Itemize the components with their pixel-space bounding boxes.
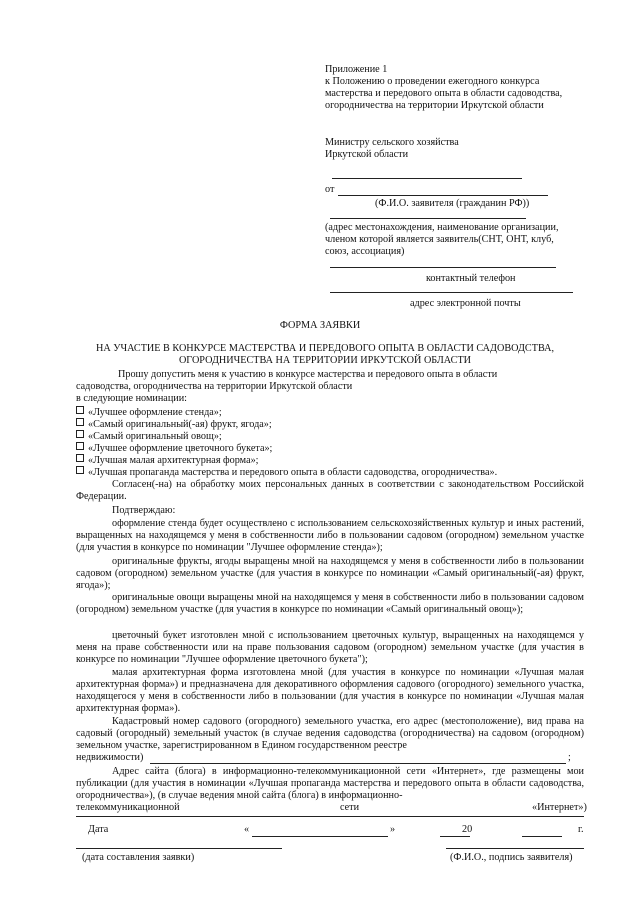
appendix-line-2: мастерства и передового опыта в области садоводства,	[325, 87, 563, 99]
website-paragraph: Адрес сайта (блога) в информационно-телекоммуникационной сети «Интернет», где размещены мои публикации (для участия в номинации «Лучшая пропаганда мастерства и передового опыта в области садоводства, огородничества»), (в случае ведения мной сайта (блога) в информационно-	[76, 766, 584, 801]
website-last-b: сети	[340, 802, 360, 813]
cadastral-paragraph: Кадастровый номер садового (огородного) земельного участка, его адрес (местоположение), вид права на садовый (огородный) земельный участок (в случае ведения садоводства (огородничества) на садовом (огородном) земельном участке, зарегистрированном в Едином государственном реестре	[76, 716, 584, 751]
checkbox-icon[interactable]	[76, 454, 84, 462]
website-last-a: телекоммуникационной	[76, 802, 180, 813]
applicant-name-line[interactable]	[338, 195, 548, 196]
intro-line-1: Прошу допустить меня к участию в конкурсе мастерства и передового опыта в области	[118, 369, 498, 380]
nomination-item[interactable]: «Лучшее оформление цветочного букета»;	[76, 442, 272, 455]
date-caption: (дата составления заявки)	[82, 852, 195, 863]
confirmation-bouquet: цветочный букет изготовлен мной с использованием цветочных культур, выращенных на находящемся у меня на праве собственности или на праве пользования садовом (огородном) земельном участке (для участия в конкурсе по номинации "Лучшее оформление цветочного букета");	[76, 630, 584, 665]
date-label: Дата	[88, 824, 109, 835]
intro-line-2: садоводства, огородничества на территории Иркутской области	[76, 381, 353, 392]
date-year-suffix: г.	[578, 824, 584, 835]
date-quote-close: »	[390, 824, 396, 835]
website-last-c: «Интернет»)	[532, 802, 587, 813]
consent-paragraph: Согласен(-на) на обработку моих персональных данных в соответствии с законодательством Российской Федерации.	[76, 479, 584, 502]
applicant-name-caption: (Ф.И.О. заявителя (гражданин РФ))	[375, 198, 530, 209]
confirmation-stand: оформление стенда будет осуществлено с использованием сельскохозяйственных культур и иных растений, выращенных на находящемся у меня в собственности либо в пользовании садовом (огородном) земельном участке (для участия в конкурсе по номинации "Лучшее оформление стенда»);	[76, 518, 584, 553]
nomination-item[interactable]: «Лучшая пропаганда мастерства и передового опыта в области садоводства, огородничества».	[76, 466, 497, 479]
checkbox-icon[interactable]	[76, 418, 84, 426]
nomination-item[interactable]: «Лучшее оформление стенда»;	[76, 406, 222, 419]
checkbox-icon[interactable]	[76, 442, 84, 450]
intro-line-3: в следующие номинации:	[76, 393, 188, 404]
date-year-line[interactable]	[440, 836, 470, 837]
applicant-signature-line[interactable]	[446, 848, 584, 849]
confirmation-fruits: оригинальные фрукты, ягоды выращены мной на находящемся у меня в собственности либо в пользовании садовом (огородном) земельном участке (для участия в конкурсе по номинации «Самый оригинальный(-ая) фрукт, ягода»);	[76, 556, 584, 591]
date-signature-line[interactable]	[76, 848, 282, 849]
date-day-line[interactable]	[252, 836, 388, 837]
from-label: от	[325, 184, 335, 195]
applicant-address-line[interactable]	[330, 218, 526, 219]
confirm-label: Подтверждаю:	[112, 505, 176, 516]
date-year-end-line[interactable]	[522, 836, 562, 837]
cadastral-end: ;	[568, 752, 571, 763]
checkbox-icon[interactable]	[76, 406, 84, 414]
nomination-item[interactable]: «Самый оригинальный(-ая) фрукт, ягода»;	[76, 418, 272, 431]
nomination-item[interactable]: «Лучшая малая архитектурная форма»;	[76, 454, 259, 467]
email-line[interactable]	[330, 292, 573, 293]
confirmation-vegetables: оригинальные овощи выращены мной на находящемся у меня в собственности либо в пользовании садовом (огородном) земельном участке (для участия в конкурсе по номинации «Самый оригинальный овощ»);	[76, 592, 584, 615]
form-heading-line-2: ОГОРОДНИЧЕСТВА НА ТЕРРИТОРИИ ИРКУТСКОЙ ОБЛАСТИ	[178, 355, 472, 366]
date-year-prefix: 20	[462, 824, 473, 835]
appendix-line-3: огородничества на территории Иркутской области	[325, 99, 544, 111]
nomination-item[interactable]: «Самый оригинальный овощ»;	[76, 430, 222, 443]
email-caption: адрес электронной почты	[410, 298, 521, 309]
cadastral-last-line: недвижимости)	[76, 752, 144, 763]
confirmation-architecture: малая архитектурная форма изготовлена мной (для участия в конкурсе по номинации «Лучшая малая архитектурная форма») и предназначена для декоративного оформления садового (огородного) земельного участка, находящегося у меня в собственности либо в пользовании (для участия в конкурсе по номинации «Лучшая малая архитектурная форма»).	[76, 667, 584, 714]
phone-line[interactable]	[330, 267, 556, 268]
checkbox-icon[interactable]	[76, 430, 84, 438]
appendix-line-1: к Положению о проведении ежегодного конкурса	[325, 75, 540, 87]
phone-caption: контактный телефон	[426, 273, 516, 284]
appendix-title: Приложение 1	[325, 64, 388, 75]
checkbox-icon[interactable]	[76, 466, 84, 474]
form-heading-line-1: НА УЧАСТИЕ В КОНКУРСЕ МАСТЕРСТВА И ПЕРЕДОВОГО ОПЫТА В ОБЛАСТИ САДОВОДСТВА,	[95, 343, 555, 354]
appendix-block	[325, 64, 590, 112]
recipient-block	[325, 137, 590, 161]
applicant-address-caption: (адрес местонахождения, наименование организации, членом которой является заявитель(СНТ, ОНТ, клуб, союз, ассоциация)	[325, 222, 559, 257]
website-input-line[interactable]	[76, 816, 584, 817]
form-title: ФОРМА ЗАЯВКИ	[279, 320, 361, 331]
signature-caption: (Ф.И.О., подпись заявителя)	[450, 852, 573, 863]
recipient-line-1: Министру сельского хозяйства	[325, 137, 459, 148]
date-quote-open: «	[244, 824, 250, 835]
blank-line	[332, 178, 522, 179]
recipient-line-2: Иркутской области	[325, 148, 409, 160]
form-heading	[60, 343, 590, 367]
cadastral-input-line[interactable]	[150, 763, 566, 764]
